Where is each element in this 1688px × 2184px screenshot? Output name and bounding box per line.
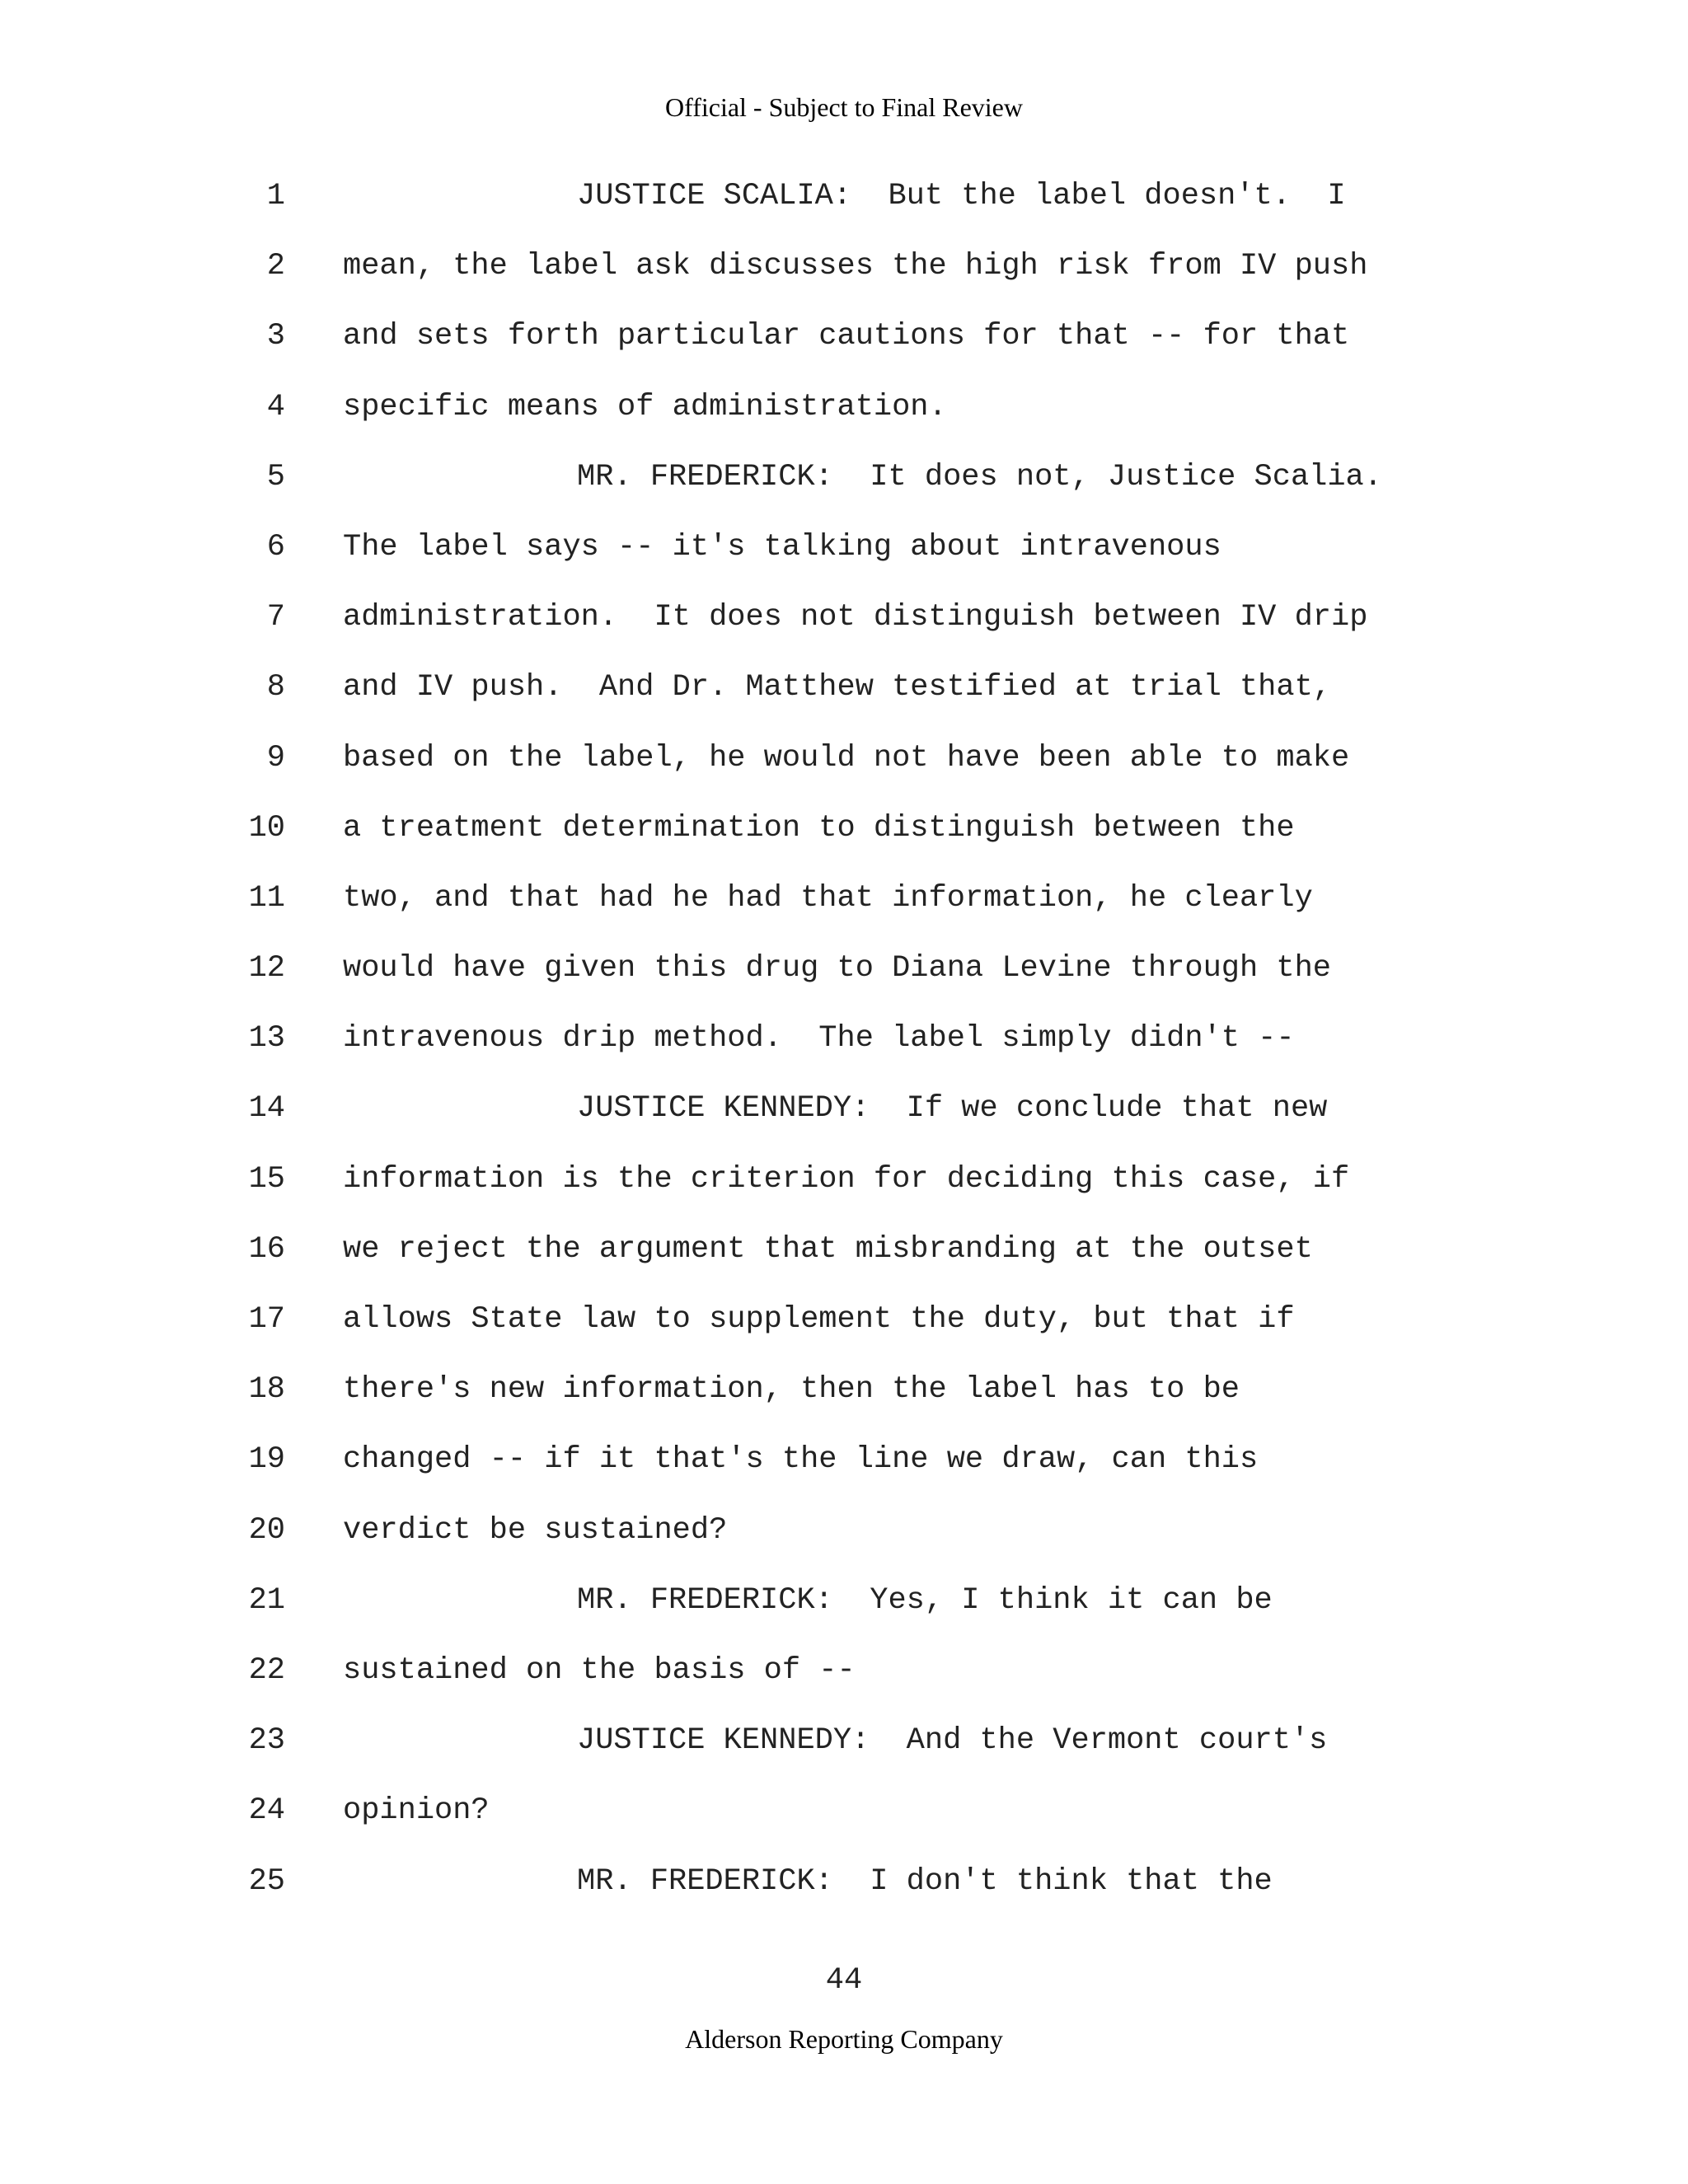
transcript-line: [0, 452, 1688, 523]
line-number: 3: [266, 319, 285, 354]
line-text: would have given this drug to Diana Levine through the: [343, 951, 1331, 987]
line-number: 20: [248, 1512, 285, 1548]
transcript-line: [0, 171, 1688, 241]
transcript-line: [0, 312, 1688, 382]
transcript-body: [0, 171, 1688, 1927]
line-text: and sets forth particular cautions for that -- for that: [343, 319, 1350, 354]
line-number: 14: [248, 1091, 285, 1127]
transcript-line: [0, 1857, 1688, 1927]
line-number: 16: [248, 1231, 285, 1267]
line-number: 11: [248, 880, 285, 916]
line-text: MR. FREDERICK: Yes, I think it can be: [577, 1582, 1273, 1618]
line-number: 5: [266, 459, 285, 494]
line-number: 1: [266, 179, 285, 213]
transcript-line: [0, 1716, 1688, 1786]
line-number: 23: [248, 1723, 285, 1759]
line-number: 18: [248, 1372, 285, 1408]
transcript-line: [0, 1295, 1688, 1365]
transcript-line: [0, 1576, 1688, 1646]
transcript-line: [0, 804, 1688, 874]
line-number: 8: [266, 670, 285, 705]
line-number: 19: [248, 1442, 285, 1478]
line-text: administration. It does not distinguish between IV drip: [343, 600, 1368, 635]
line-number: 24: [248, 1793, 285, 1829]
line-number: 25: [248, 1863, 285, 1899]
transcript-line: [0, 1155, 1688, 1225]
line-number: 17: [248, 1302, 285, 1337]
transcript-line: [0, 663, 1688, 733]
line-text: JUSTICE KENNEDY: If we conclude that new: [577, 1091, 1328, 1127]
line-number: 7: [266, 600, 285, 635]
line-text: two, and that had he had that information, he clearly: [343, 880, 1313, 916]
transcript-line: [0, 1435, 1688, 1505]
line-number: 6: [266, 529, 285, 565]
transcript-line: [0, 1506, 1688, 1576]
page-number: 44: [825, 1963, 863, 1998]
transcript-line: [0, 1084, 1688, 1154]
line-text: intravenous drip method. The label simply didn't --: [343, 1021, 1295, 1057]
line-number: 21: [248, 1582, 285, 1618]
line-text: changed -- if it that's the line we draw, can this: [343, 1442, 1259, 1478]
transcript-line: [0, 523, 1688, 593]
line-text: verdict be sustained?: [343, 1512, 728, 1548]
line-text: there's new information, then the label has to be: [343, 1372, 1240, 1408]
line-text: MR. FREDERICK: I don't think that the: [577, 1863, 1273, 1899]
transcript-line: [0, 382, 1688, 452]
transcript-line: [0, 944, 1688, 1014]
line-text: opinion?: [343, 1793, 490, 1829]
line-text: sustained on the basis of --: [343, 1652, 856, 1688]
line-number: 2: [266, 249, 285, 284]
line-text: MR. FREDERICK: It does not, Justice Scalia.: [577, 459, 1382, 494]
line-number: 13: [248, 1021, 285, 1057]
line-number: 10: [248, 810, 285, 846]
line-text: allows State law to supplement the duty, but that if: [343, 1302, 1295, 1337]
line-text: mean, the label ask discusses the high risk from IV push: [343, 249, 1368, 284]
line-text: a treatment determination to distinguish between the: [343, 810, 1295, 846]
transcript-line: [0, 874, 1688, 944]
transcript-line: [0, 1014, 1688, 1084]
line-number: 4: [266, 389, 285, 424]
line-text: specific means of administration.: [343, 389, 947, 424]
line-text: based on the label, he would not have been able to make: [343, 740, 1350, 776]
line-number: 9: [266, 740, 285, 776]
page-header: Official - Subject to Final Review: [665, 92, 1023, 122]
transcript-line: [0, 1365, 1688, 1435]
line-text: JUSTICE SCALIA: But the label doesn't. I: [577, 179, 1346, 213]
line-text: The label says -- it's talking about intravenous: [343, 529, 1221, 565]
line-number: 12: [248, 951, 285, 987]
line-number: 22: [248, 1652, 285, 1688]
line-text: and IV push. And Dr. Matthew testified at trial that,: [343, 670, 1331, 705]
transcript-line: [0, 733, 1688, 804]
transcript-line: [0, 1646, 1688, 1716]
transcript-line: [0, 241, 1688, 312]
transcript-line: [0, 1786, 1688, 1856]
line-text: we reject the argument that misbranding at the outset: [343, 1231, 1313, 1267]
line-text: information is the criterion for deciding this case, if: [343, 1161, 1350, 1197]
transcript-line: [0, 1225, 1688, 1295]
transcript-line: [0, 593, 1688, 663]
line-text: JUSTICE KENNEDY: And the Vermont court's: [577, 1723, 1328, 1759]
line-number: 15: [248, 1161, 285, 1197]
page-footer: Alderson Reporting Company: [685, 2024, 1003, 2054]
